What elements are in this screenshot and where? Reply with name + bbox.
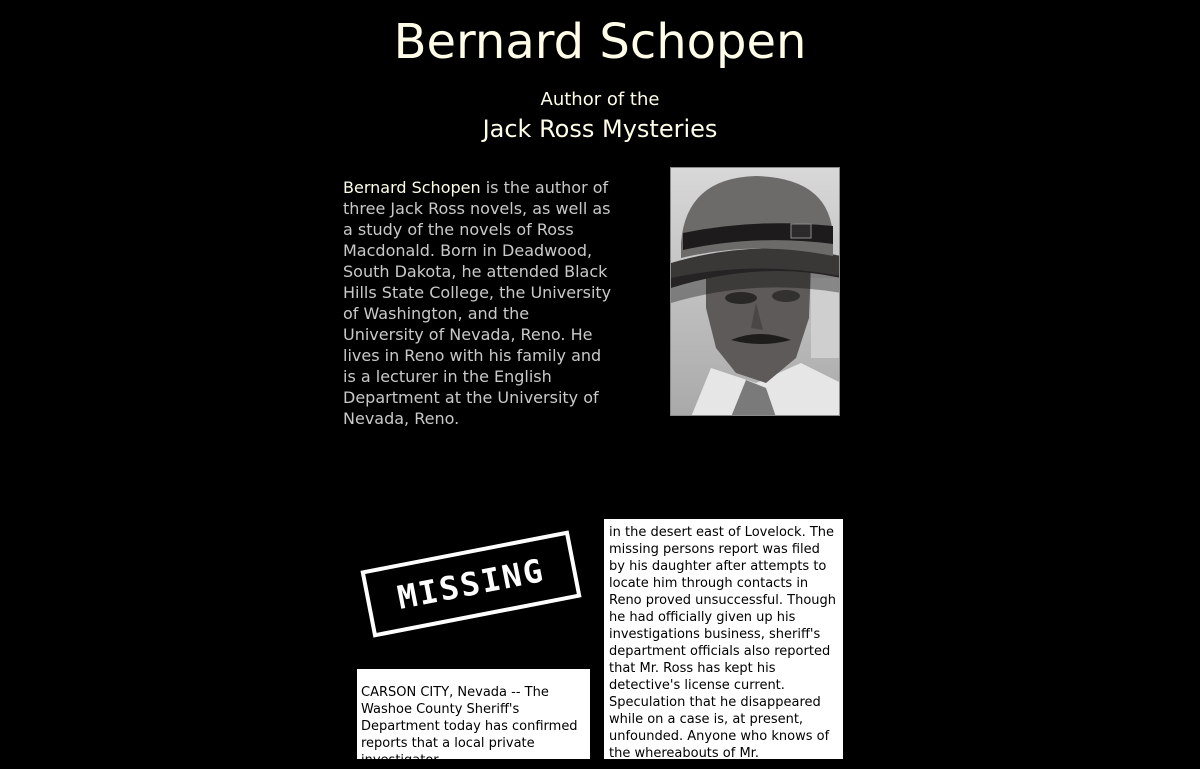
missing-stamp: [360, 530, 581, 637]
subtitle-series: Jack Ross Mysteries: [482, 115, 718, 143]
missing-stamp-label: MISSING: [394, 551, 548, 617]
author-bio: [343, 177, 613, 429]
news-clipping-left: CARSON CITY, Nevada -- The Washoe County Sheriff's Department today has confirmed reports that a local private investigator: [357, 669, 590, 759]
author-name: Bernard Schopen: [343, 178, 481, 197]
news-clipping-right: in the desert east of Lovelock. The missing persons report was filed by his daughter after attempts to locate him through contacts in Reno proved unsuccessful. Though he had officially given up his investigations business, sheriff's department officials also reported that Mr. Ross has kept his detective's license current. Speculation that he disappeared while on a case is, at present, unfounded. Anyone who knows of the whereabouts of Mr.: [604, 519, 843, 759]
author-portrait-photo: [671, 168, 840, 416]
site-title: Bernard Schopen: [393, 14, 807, 70]
author-bio-text: is the author of three Jack Ross novels, as well as a study of the novels of Ross Macdonald. Born in Deadwood, South Dakota, he attended Black Hills State College, the University of Washington, and the University of Nevada, Reno. He lives in Reno with his family and is a lecturer in the English Department at the University of Nevada, Reno.: [343, 178, 612, 428]
author-portrait: [670, 167, 840, 416]
subtitle-author-of: Author of the: [540, 89, 660, 110]
